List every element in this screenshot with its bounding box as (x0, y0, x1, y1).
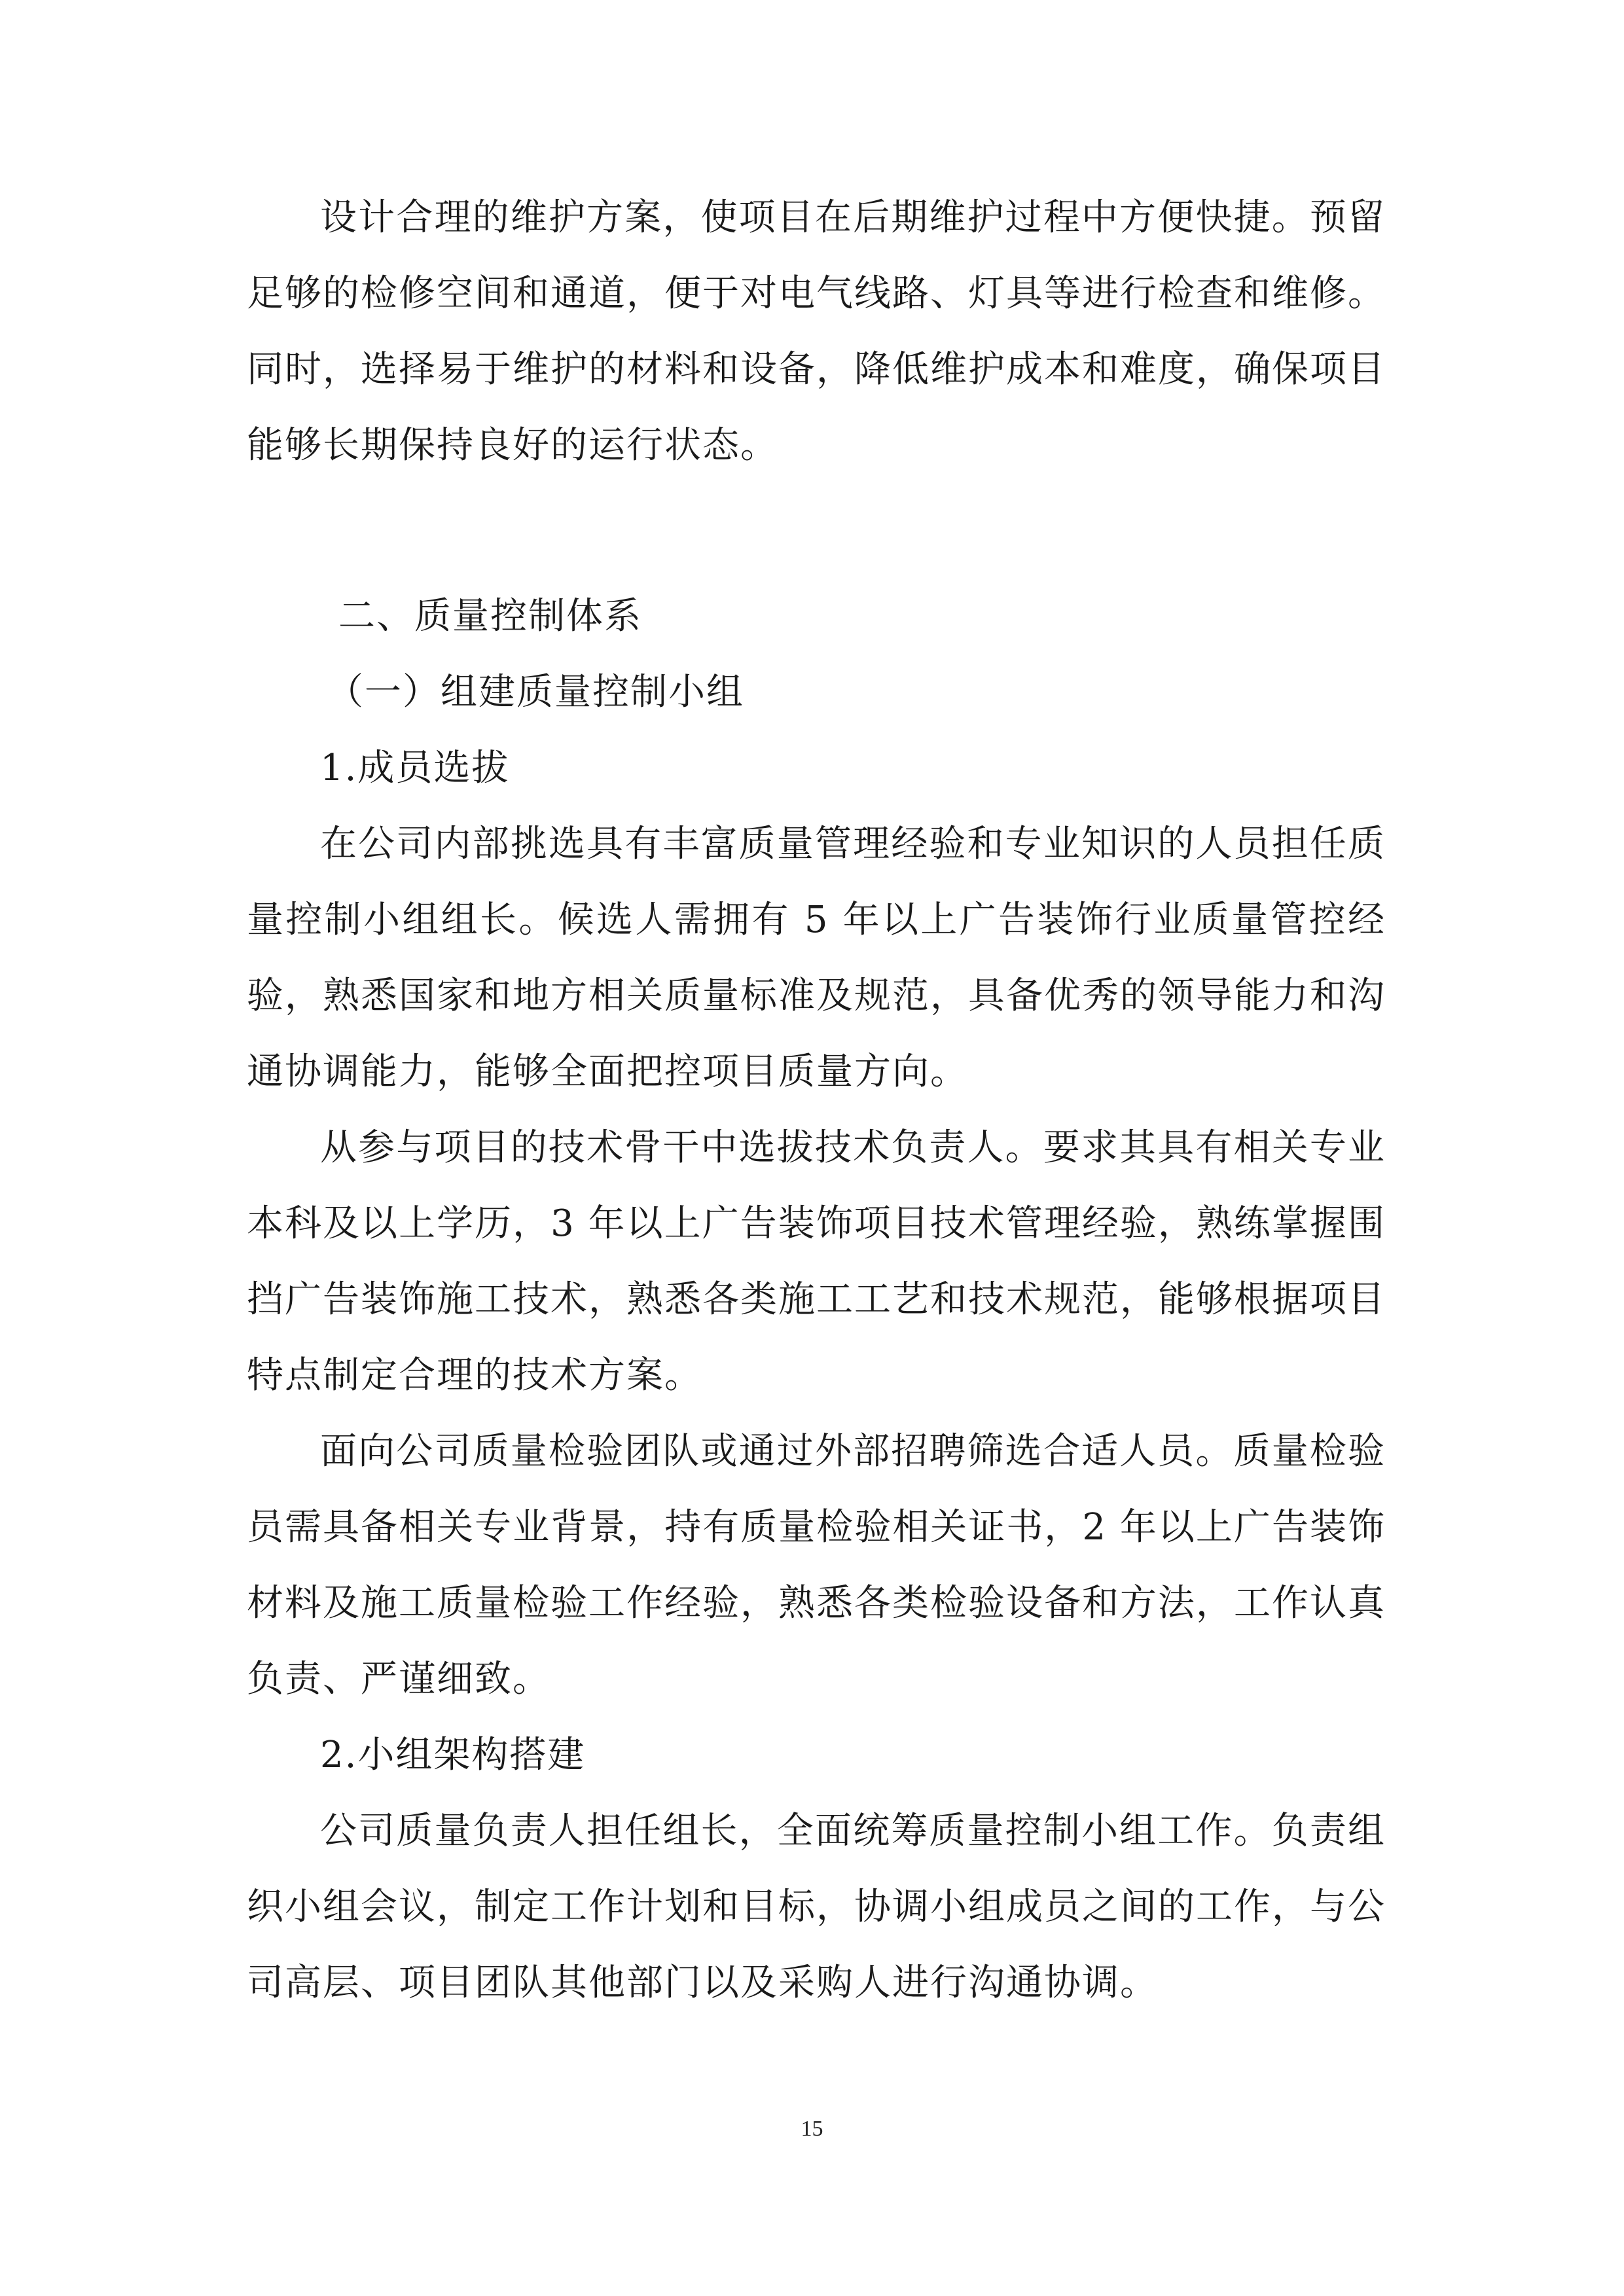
item-heading-team-structure: 2.小组架构搭建 (320, 1734, 586, 1776)
item-heading-member-selection: 1.成员选拔 (320, 747, 510, 789)
paragraph-maintenance-plan: 设计合理的维护方案，使项目在后期维护过程中方便快捷。预留足够的检修空间和通道，便于对电气线路、灯具等进行检查和维修。同时，选择易于维护的材料和设备，降低维护成本和难度，确保项目能够长期保持良好的运行状态。 (247, 196, 1386, 467)
subsection-heading-form-team: （一）组建质量控制小组 (327, 671, 744, 713)
page-number: 15 (801, 2117, 823, 2141)
page-body (247, 180, 1386, 2021)
section-heading-quality-control-system: 二、质量控制体系 (338, 595, 642, 637)
paragraph-team-leader: 在公司内部挑选具有丰富质量管理经验和专业知识的人员担任质量控制小组组长。候选人需拥有 5 年以上广告装饰行业质量管控经验，熟悉国家和地方相关质量标准及规范，具备优秀的领导能力和沟通协调能力，能够全面把控项目质量方向。 (247, 823, 1386, 1093)
paragraph-technical-lead: 从参与项目的技术骨干中选拔技术负责人。要求其具有相关专业本科及以上学历，3 年以上广告装饰项目技术管理经验，熟练掌握围挡广告装饰施工技术，熟悉各类施工工艺和技术规范，能够根据项目特点制定合理的技术方案。 (247, 1126, 1386, 1397)
paragraph-team-leader-duties: 公司质量负责人担任组长，全面统筹质量控制小组工作。负责组织小组会议，制定工作计划和目标，协调小组成员之间的工作，与公司高层、项目团队其他部门以及采购人进行沟通协调。 (247, 1810, 1386, 2004)
paragraph-quality-inspector: 面向公司质量检验团队或通过外部招聘筛选合适人员。质量检验员需具备相关专业背景，持有质量检验相关证书，2 年以上广告装饰材料及施工质量检验工作经验，熟悉各类检验设备和方法，工作认真负责、严谨细致。 (247, 1430, 1386, 1700)
